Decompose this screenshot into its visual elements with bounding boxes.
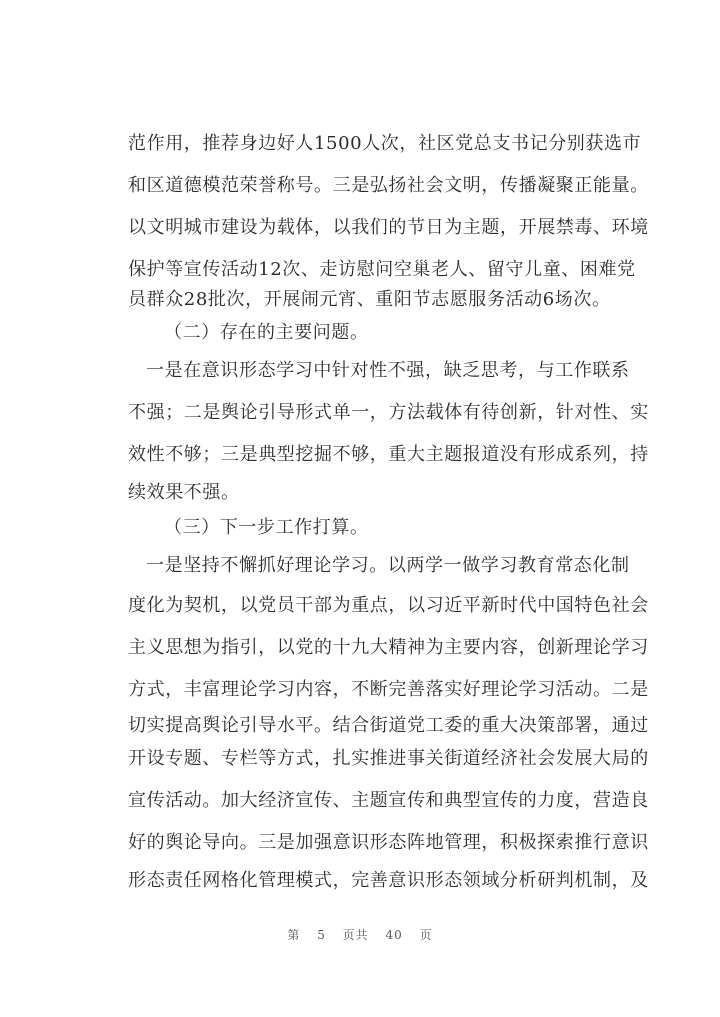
body-line-16: 切实提高舆论引导水平。结合街道党工委的重大决策部署，通过	[128, 715, 649, 736]
footer-suffix: 页	[419, 928, 433, 942]
body-line-15: 方式，丰富理论学习内容，不断完善落实好理论学习活动。二是	[128, 679, 649, 700]
body-line-9: 效性不够；三是典型挖掘不够，重大主题报道没有形成系列，持	[128, 444, 649, 465]
footer-total-pages: 40	[385, 928, 403, 942]
body-line-19: 好的舆论导向。三是加强意识形态阵地管理，积极探索推行意识	[128, 832, 649, 853]
footer-prefix: 第	[287, 928, 301, 942]
page-footer	[0, 926, 720, 944]
body-line-20: 形态责任网格化管理模式，完善意识形态领域分析研判机制，及	[128, 870, 649, 891]
body-line-3: 以文明城市建设为载体，以我们的节日为主题，开展禁毒、环境	[128, 217, 649, 238]
body-line-12: 一是坚持不懈抓好理论学习。以两学一做学习教育常态化制	[146, 555, 630, 576]
body-line-5: 员群众28批次，开展闹元宵、重阳节志愿服务活动6场次。	[128, 289, 611, 310]
body-line-18: 宣传活动。加大经济宣传、主题宣传和典型宣传的力度，营造良	[128, 790, 649, 811]
body-line-4: 保护等宣传活动12次、走访慰问空巢老人、留守儿童、困难党	[128, 259, 636, 280]
body-line-13: 度化为契机，以党员干部为重点，以习近平新时代中国特色社会	[128, 595, 649, 616]
body-line-10: 续效果不强。	[128, 482, 240, 503]
body-line-1: 范作用，推荐身边好人1500人次，社区党总支书记分别获选市	[128, 133, 642, 154]
body-line-17: 开设专题、专栏等方式，扎实推进事关街道经济社会发展大局的	[128, 748, 649, 769]
section-heading-2: （二）存在的主要问题。	[164, 322, 369, 343]
section-heading-3: （三）下一步工作打算。	[164, 517, 369, 538]
body-line-8: 不强；二是舆论引导形式单一，方法载体有待创新，针对性、实	[128, 402, 649, 423]
body-line-7: 一是在意识形态学习中针对性不强，缺乏思考，与工作联系	[146, 360, 630, 381]
footer-page-number: 5	[317, 928, 326, 942]
body-line-2: 和区道德模范荣誉称号。三是弘扬社会文明，传播凝聚正能量。	[128, 175, 649, 196]
footer-middle: 页共	[342, 928, 369, 942]
body-line-14: 主义思想为指引，以党的十九大精神为主要内容，创新理论学习	[128, 637, 649, 658]
